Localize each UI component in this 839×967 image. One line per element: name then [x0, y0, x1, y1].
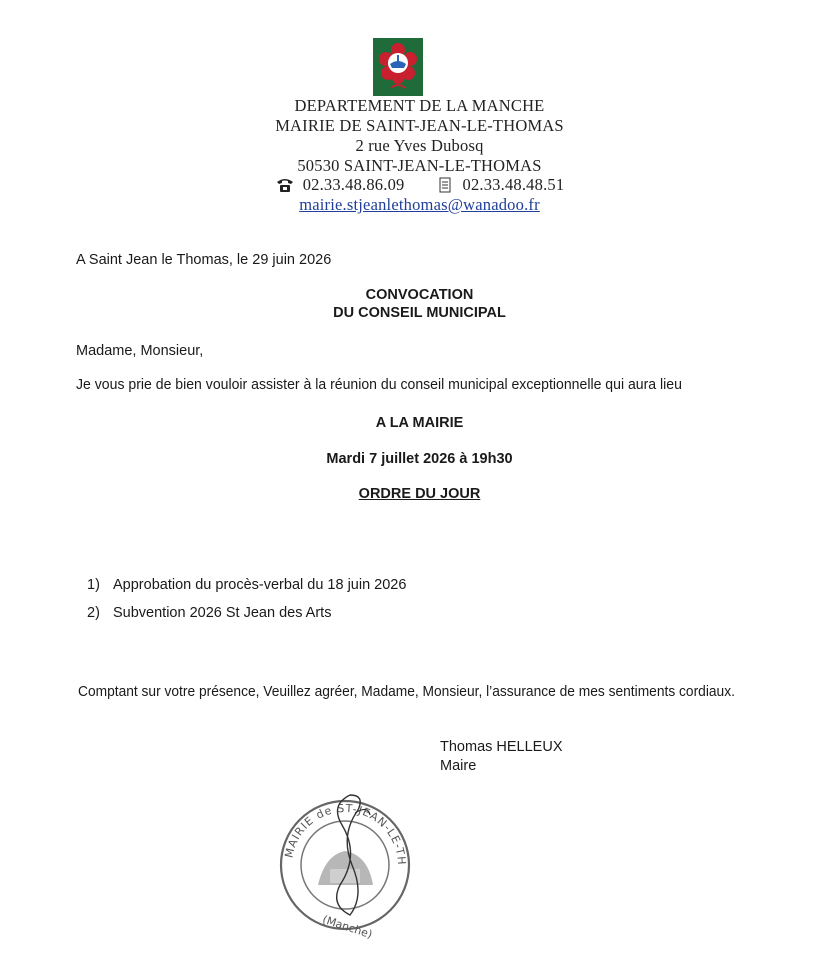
email-link[interactable]: mairie.stjeanlethomas@wanadoo.fr [299, 195, 540, 214]
fax-number: 02.33.48.48.51 [462, 175, 565, 194]
svg-text:(Manche): (Manche) [320, 912, 374, 940]
intro-text: Je vous prie de bien vouloir assister à la réunion du conseil municipal exceptionnelle qui aura lieu [76, 377, 682, 393]
agenda-number: 1) [87, 577, 100, 593]
contact-row [0, 175, 839, 195]
agenda-number: 2) [87, 605, 100, 621]
agenda-text: Subvention 2026 St Jean des Arts [113, 605, 332, 621]
agenda-item-2 [87, 605, 332, 621]
mairie-line: MAIRIE DE SAINT-JEAN-LE-THOMAS [275, 116, 564, 135]
place-date: A Saint Jean le Thomas, le 29 juin 2026 [76, 252, 332, 268]
telephone-icon [275, 177, 295, 193]
fax-icon [435, 177, 455, 193]
municipal-logo [373, 38, 423, 96]
salutation: Madame, Monsieur, [76, 343, 204, 359]
meeting-location: A LA MAIRIE [375, 415, 464, 431]
official-stamp [270, 785, 420, 940]
agenda-text: Approbation du procès-verbal du 18 juin 2026 [113, 577, 407, 593]
svg-text:MAIRIE de ST-JEAN-LE-THOMAS: MAIRIE de ST-JEAN-LE-TH [282, 801, 409, 866]
city-line: 50530 SAINT-JEAN-LE-THOMAS [297, 156, 542, 175]
phone-number: 02.33.48.86.09 [302, 175, 405, 194]
signer-name: Thomas HELLEUX [440, 739, 563, 755]
signer-title: Maire [440, 758, 477, 774]
department-line: DEPARTEMENT DE LA MANCHE [294, 96, 545, 115]
street-line: 2 rue Yves Dubosq [355, 136, 484, 155]
title-convocation: CONVOCATION [365, 287, 474, 303]
title-conseil: DU CONSEIL MUNICIPAL [333, 305, 506, 321]
agenda-item-1 [87, 577, 407, 593]
agenda-heading: ORDRE DU JOUR [358, 486, 481, 502]
closing-text: Comptant sur votre présence, Veuillez agréer, Madame, Monsieur, l’assurance de mes sentiments cordiaux. [78, 684, 735, 700]
meeting-datetime: Mardi 7 juillet 2026 à 19h30 [326, 451, 513, 467]
